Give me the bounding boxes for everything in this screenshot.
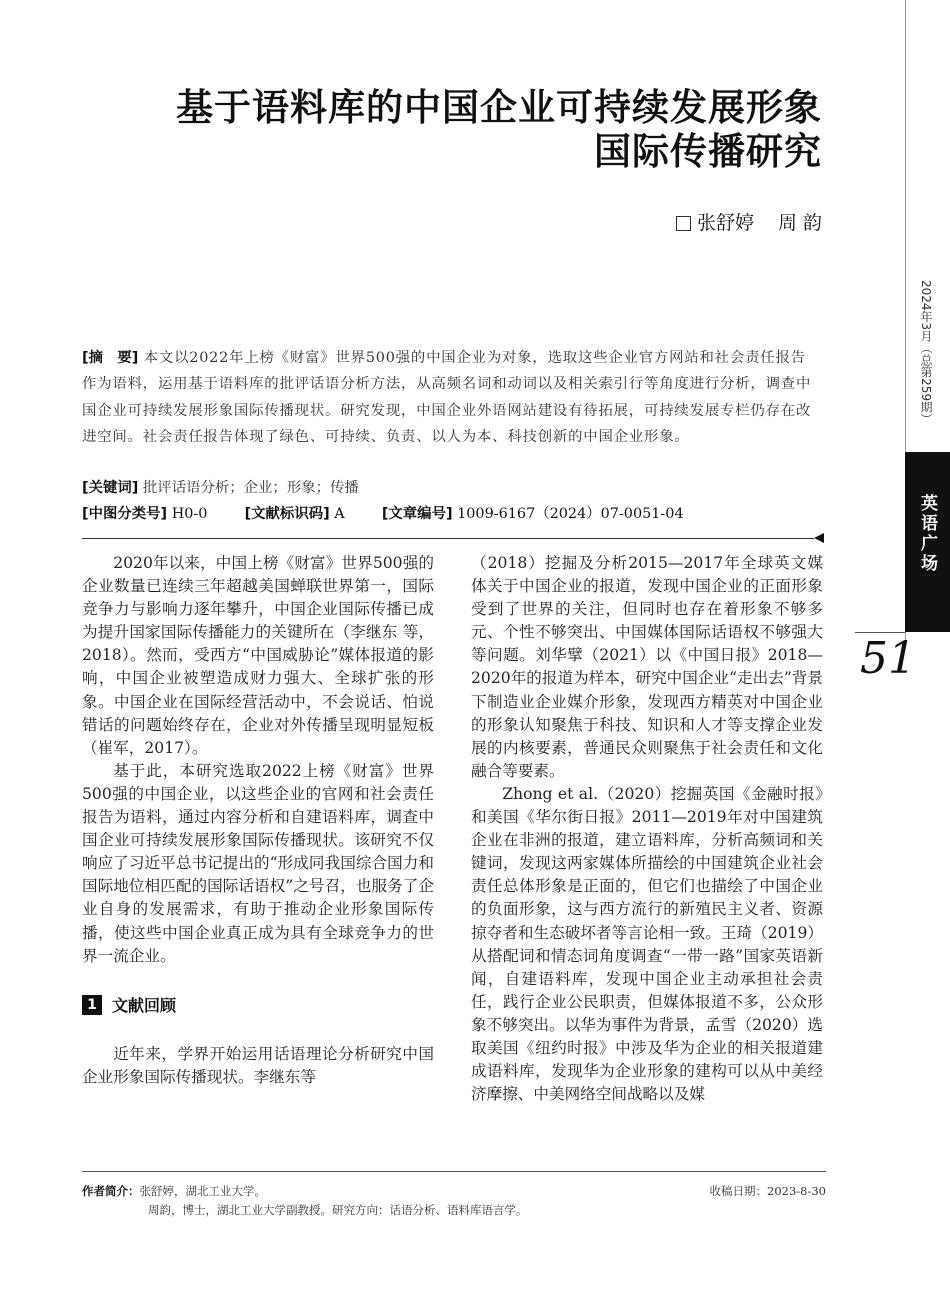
author-line [676,208,822,235]
bio-author-1: 张舒婷，湖北工业大学。 [139,1184,266,1198]
body-column-right [471,552,823,1106]
keywords-text: 批评话语分析；企业；形象；传播 [142,480,359,496]
clc-label: [中图分类号] [82,506,168,522]
classification-line [82,502,684,523]
author-bio [82,1183,826,1199]
paragraph: （2018）挖掘及分析2015—2017年全球英文媒体关于中国企业的报道，发现中国企业的正面形象受到了世界的关注，但同时也存在着形象不够多元、个性不够突出、中国媒体国际话语权不够强大等问题。刘华擘（2021）以《中国日报》2018—2020年的报道为样本，研究中国企业“走出去”背景下制造业企业媒介形象，发现西方精英对中国企业的形象认知聚焦于科技、知识和人才等支撑企业发展的内核要素，普通民众则聚焦于社会责任和文化融合等要素。 [471,554,823,780]
article-number-label: [文章编号] [381,506,453,522]
doc-code-label: [文献标识码] [244,506,330,522]
keywords [82,476,359,497]
section-tab-label: 英语广场 [917,494,937,574]
page-number: 51 [860,633,916,684]
author-1: 张舒婷 [696,212,754,234]
received-date: 收稿日期：2023-8-30 [709,1184,826,1198]
paragraph: 基于此，本研究选取2022上榜《财富》世界500强的中国企业，以这些企业的官网和社会责任报告为语料，通过内容分析和自建语料库，调查中国企业可持续发展形象国际传播现状。该研究不仅响应了习近平总书记提出的“形成同我国综合国力和国际地位相匹配的国际话语权”之号召，也服务了企业自身的发展需求，有助于推动企业形象国际传播，使这些中国企业真正成为具有全球竞争力的世界一流企业。 [82,761,434,965]
section-title: 文献回顾 [112,995,177,1015]
square-icon [676,216,691,231]
keywords-label: [关键词] [82,480,139,496]
abstract-text: 本文以2022年上榜《财富》世界500强的中国企业为对象，选取这些企业官方网站和社会责任报告作为语料，运用基于语料库的批评话语分析方法，从高频名词和动词以及相关索引行等角度进行分析，调查中国企业可持续发展形象国际传播现状。研究发现，中国企业外语网站建设有待拓展，可持续发展专栏仍存在改进空间。社会责任报告体现了绿色、可持续、负责、以人为本、科技创新的中国企业形象。 [82,350,812,445]
footer-divider [82,1171,826,1172]
article-number-value: 1009-6167（2024）07-0051-04 [457,506,684,522]
header-divider [82,538,814,539]
clc-value: H0-0 [171,506,208,522]
body-column-left [82,552,434,1089]
paragraph: 近年来，学界开始运用话语理论分析研究中国企业形象国际传播现状。李继东等 [82,1044,434,1086]
bio-author-2: 周韵，博士，湖北工业大学副教授。研究方向：话语分析、语料库语言学。 [148,1203,528,1217]
paragraph: Zhong et al.（2020）挖掘英国《金融时报》和美国《华尔街日报》2011—2019年对中国建筑企业在非洲的报道，建立语料库，分析高频词和关键词，发现这两家媒体所描绘的中国建筑企业社会责任总体形象是正面的，但它们也描绘了中国企业的负面形象，这与西方流行的新殖民主义者、资源掠夺者和生态破坏者等言论相一致。王琦（2019）从搭配词和情态词角度调查“一带一路”国家英语新闻，自建语料库，发现中国企业主动承担社会责任，践行企业公民职责，但媒体报道不多，公众形象不够突出。以华为事件为背景，孟雪（2020）选取美国《纽约时报》中涉及华为企业的相关报道建成语料库，发现华为企业形象的建构可以从中美经济摩擦、中美网络空间战略以及媒 [471,784,823,1104]
abstract-label: [摘 要] [82,350,139,366]
section-heading [82,994,434,1017]
title-line-2: 国际传播研究 [594,130,822,173]
divider-arrow-icon [814,533,824,543]
article-title [102,86,822,174]
paragraph: 2020年以来，中国上榜《财富》世界500强的企业数量已连续三年超越美国蝉联世界第一，国际竞争力与影响力逐年攀升，中国企业国际传播已成为提升国家国际传播能力的关键所在（李继东 等，2018）。然而，受西方“中国威胁论”媒体报道的影响，中国企业被塑造成财力强大、全球扩张的形象。中国企业在国际经营活动中，不会说话、怕说错话的问题始终存在，企业对外传播呈现明显短板（崔军，2017）。 [82,554,434,757]
author-2: 周 韵 [777,212,822,234]
doc-code-value: A [334,506,345,522]
section-number: 1 [82,995,102,1015]
bio-label: 作者简介： [82,1184,140,1198]
title-line-1: 基于语料库的中国企业可持续发展形象 [176,86,822,129]
abstract [82,345,812,450]
issue-date: 2024年3月（总第259期） [919,280,933,426]
